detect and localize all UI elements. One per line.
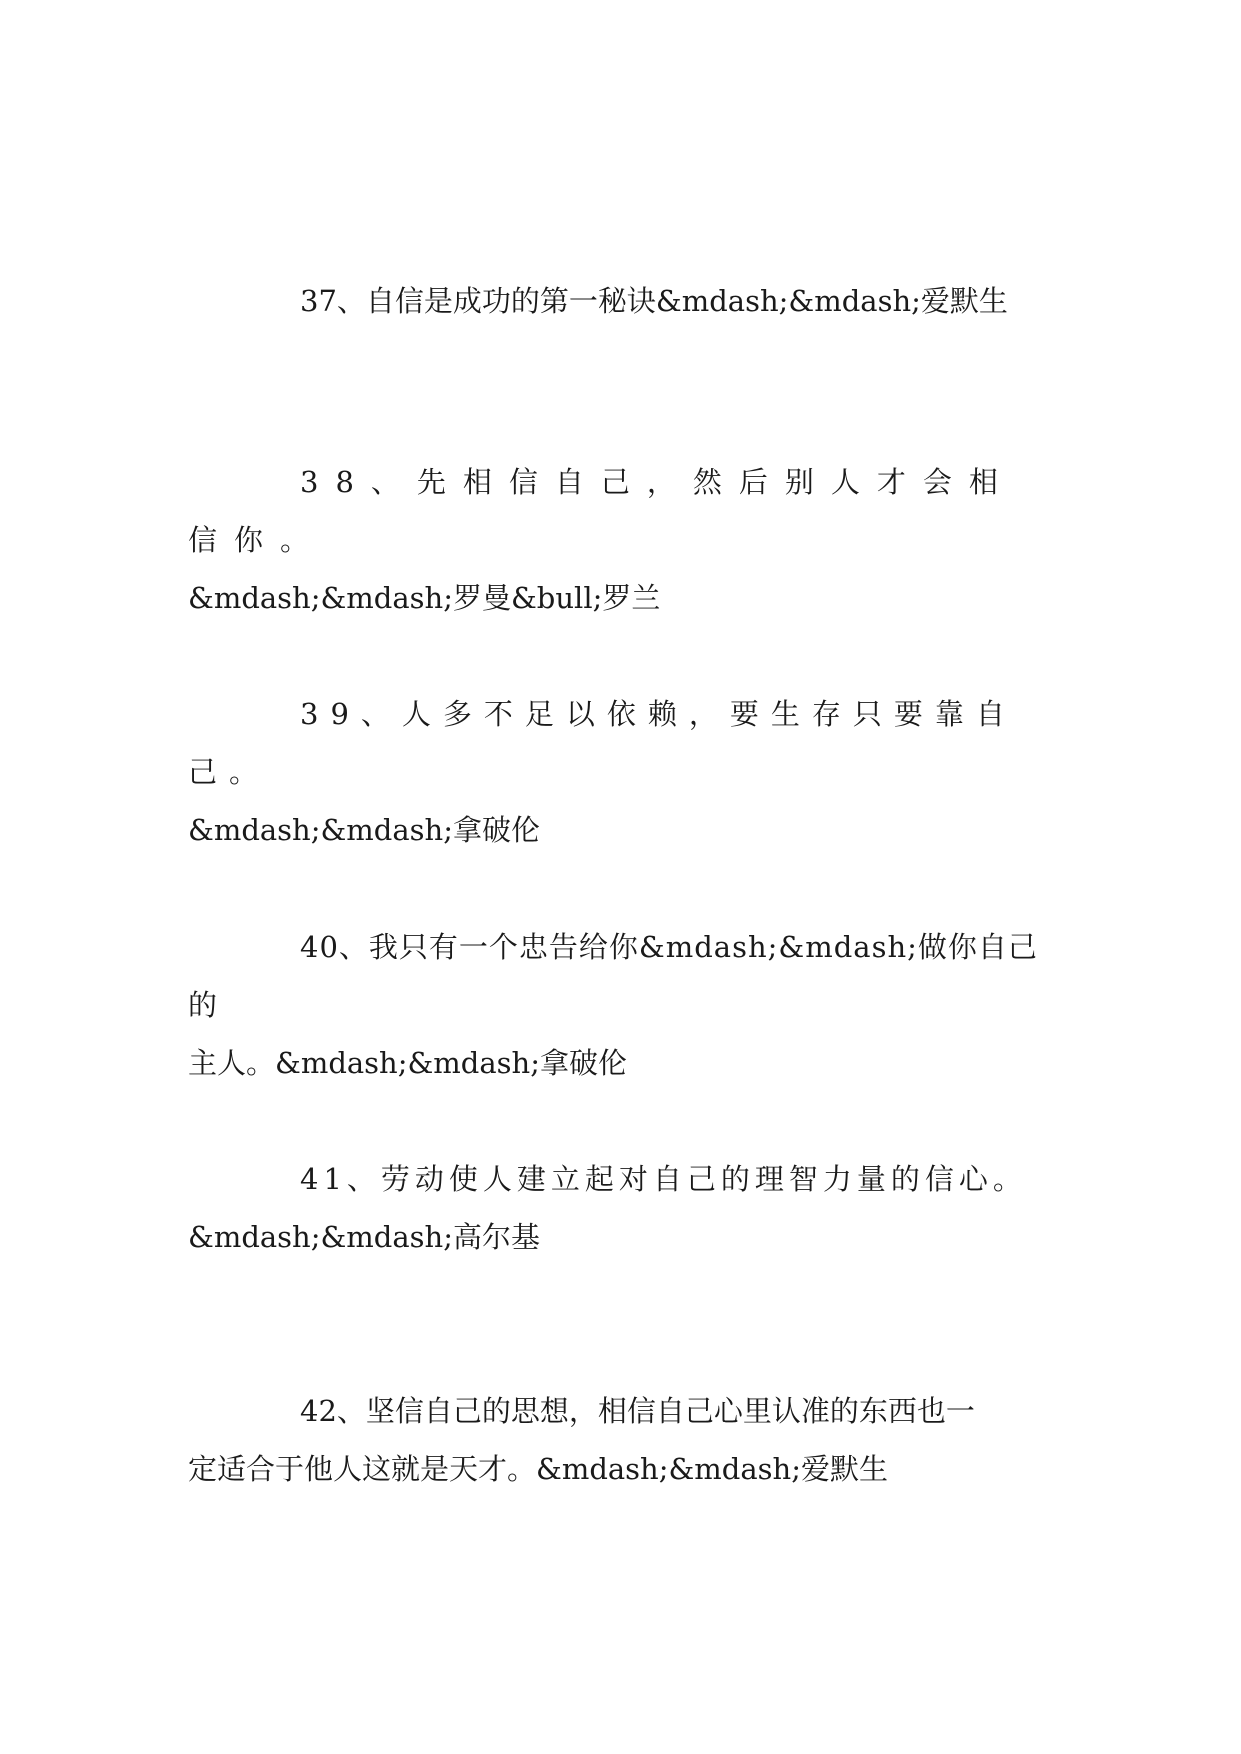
quote-line: &mdash;&mdash;拿破伦 xyxy=(188,813,540,847)
quote-37 xyxy=(188,272,1054,330)
quote-line: 定适合于他人这就是天才。&mdash;&mdash;爱默生 xyxy=(188,1452,888,1486)
quote-38 xyxy=(188,453,1054,627)
quote-line: 39、人多不足以依赖，要生存只要靠自己。 xyxy=(188,697,1017,789)
quote-line: &mdash;&mdash;高尔基 xyxy=(188,1220,540,1254)
quote-line: 41、劳动使人建立起对自己的理智力量的信心。 xyxy=(300,1162,1027,1196)
quote-line: 38、先相信自己，然后别人才会相信你。 xyxy=(188,465,1015,557)
quote-line: 40、我只有一个忠告给你&mdash;&mdash;做你自己的 xyxy=(188,930,1038,1022)
quote-line: 主人。&mdash;&mdash;拿破伦 xyxy=(188,1046,627,1080)
quote-line: &mdash;&mdash;罗曼&bull;罗兰 xyxy=(188,581,661,615)
quote-39 xyxy=(188,685,1054,859)
quote-line: 42、坚信自己的思想，相信自己心里认准的东西也一 xyxy=(300,1394,975,1428)
quote-40 xyxy=(188,918,1054,1092)
quote-42 xyxy=(188,1382,1054,1498)
quote-41 xyxy=(188,1150,1054,1266)
quote-line: 37、自信是成功的第一秘诀&mdash;&mdash;爱默生 xyxy=(300,284,1008,318)
